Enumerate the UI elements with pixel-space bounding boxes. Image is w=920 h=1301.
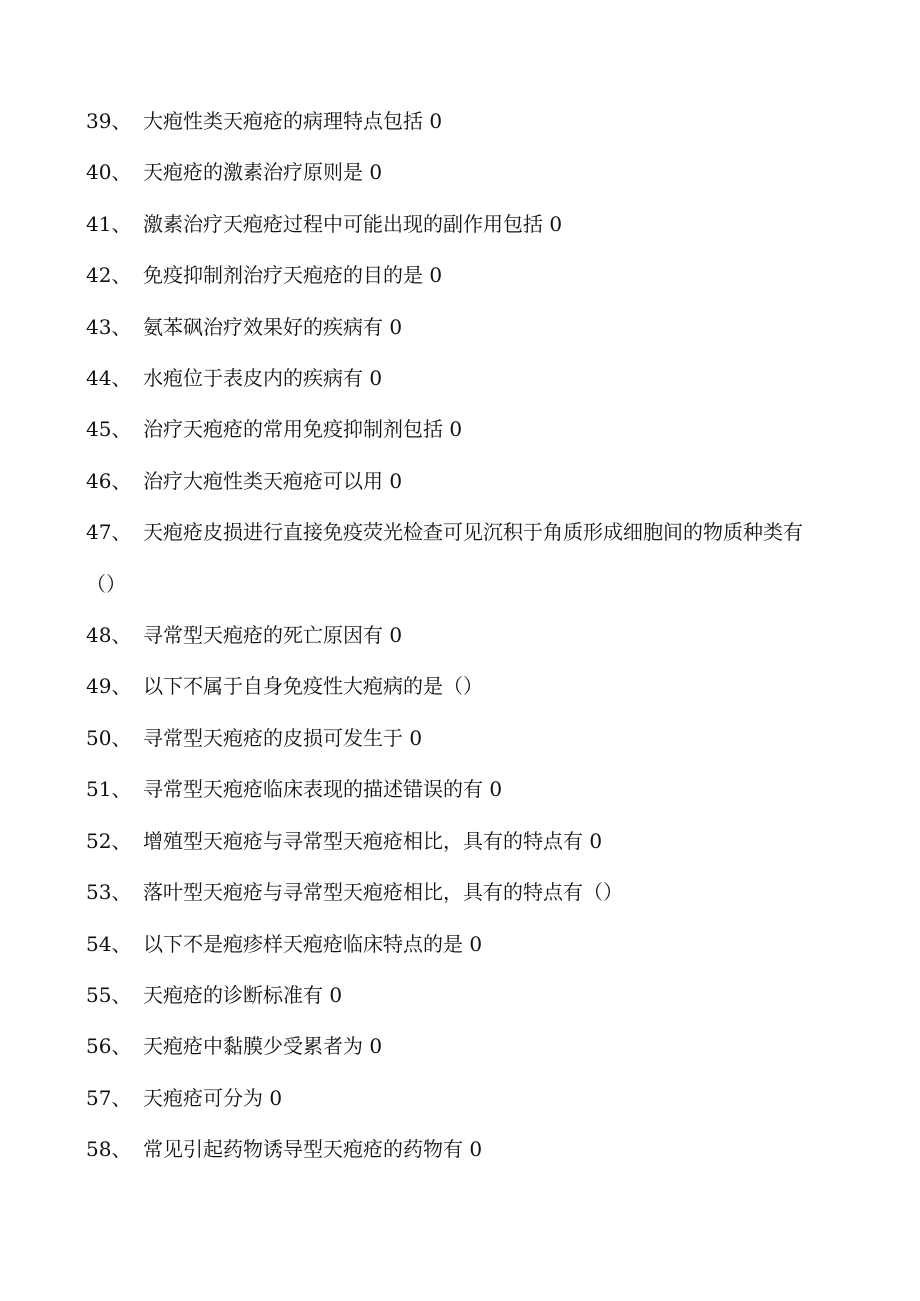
question-number: 51、: [86, 777, 132, 802]
question-number: 45、: [86, 417, 132, 442]
question-text: 激素治疗天疱疮过程中可能出现的副作用包括 0: [143, 211, 563, 236]
question-text: 寻常型天疱疮的皮损可发生于 0: [143, 725, 423, 750]
question-number: 57、: [86, 1085, 132, 1110]
question-text: 以下不是疱疹样天疱疮临床特点的是 0: [143, 931, 483, 956]
question-number: 56、: [86, 1034, 132, 1059]
question-number: 46、: [86, 468, 132, 493]
question-text: 天疱疮中黏膜少受累者为 0: [143, 1034, 383, 1059]
question-item: [86, 764, 826, 815]
question-item: [86, 250, 826, 301]
question-item: [86, 404, 826, 455]
question-text: 天疱疮可分为 0: [143, 1085, 283, 1110]
question-number: 53、: [86, 880, 132, 905]
question-number: 55、: [86, 982, 132, 1007]
question-text: 天疱疮的诊断标准有 0: [143, 982, 343, 1007]
question-number: 48、: [86, 623, 132, 648]
question-item: [86, 713, 826, 764]
question-item: [86, 302, 826, 353]
question-text: 治疗天疱疮的常用免疫抑制剂包括 0: [143, 417, 463, 442]
question-number: 49、: [86, 674, 132, 699]
question-text: 落叶型天疱疮与寻常型天疱疮相比，具有的特点有（）: [143, 880, 623, 905]
question-number: 39、: [86, 109, 132, 133]
question-item: [86, 1021, 826, 1072]
question-item: [86, 147, 826, 198]
question-item: [86, 867, 826, 918]
question-text: 天疱疮的激素治疗原则是 0: [143, 160, 383, 185]
question-item: [86, 96, 826, 147]
question-text: 天疱疮皮损进行直接免疫荧光检查可见沉积于角质形成细胞间的物质种类有（）: [86, 520, 803, 596]
question-text: 大疱性类天疱疮的病理特点包括 0: [143, 109, 443, 133]
question-number: 52、: [86, 828, 132, 853]
question-number: 50、: [86, 725, 132, 750]
question-text: 常见引起药物诱导型天疱疮的药物有 0: [143, 1137, 483, 1162]
question-number: 58、: [86, 1137, 132, 1162]
question-number: 43、: [86, 314, 132, 339]
question-number: 44、: [86, 366, 132, 391]
question-text: 寻常型天疱疮临床表现的描述错误的有 0: [143, 777, 503, 802]
question-item: [86, 456, 826, 507]
question-number: 41、: [86, 211, 132, 236]
question-item: [86, 1124, 826, 1175]
question-item: [86, 353, 826, 404]
question-text: 治疗大疱性类天疱疮可以用 0: [143, 468, 403, 493]
question-number: 40、: [86, 160, 132, 185]
question-item: [86, 199, 826, 250]
question-item: [86, 610, 826, 661]
question-number: 54、: [86, 931, 132, 956]
question-text: 水疱位于表皮内的疾病有 0: [143, 366, 383, 391]
question-text: 寻常型天疱疮的死亡原因有 0: [143, 623, 403, 648]
question-item: [86, 1073, 826, 1124]
question-text: 免疫抑制剂治疗天疱疮的目的是 0: [143, 263, 443, 288]
question-item: [86, 816, 826, 867]
question-number: 42、: [86, 263, 132, 288]
question-item: [86, 919, 826, 970]
question-text: 以下不属于自身免疫性大疱病的是（）: [143, 674, 483, 699]
question-item: [86, 661, 826, 712]
question-number: 47、: [86, 520, 132, 545]
question-item: [86, 507, 826, 610]
question-text: 增殖型天疱疮与寻常型天疱疮相比，具有的特点有 0: [143, 828, 603, 853]
question-item: [86, 970, 826, 1021]
question-text: 氨苯砜治疗效果好的疾病有 0: [143, 314, 403, 339]
question-list: [86, 96, 826, 1176]
